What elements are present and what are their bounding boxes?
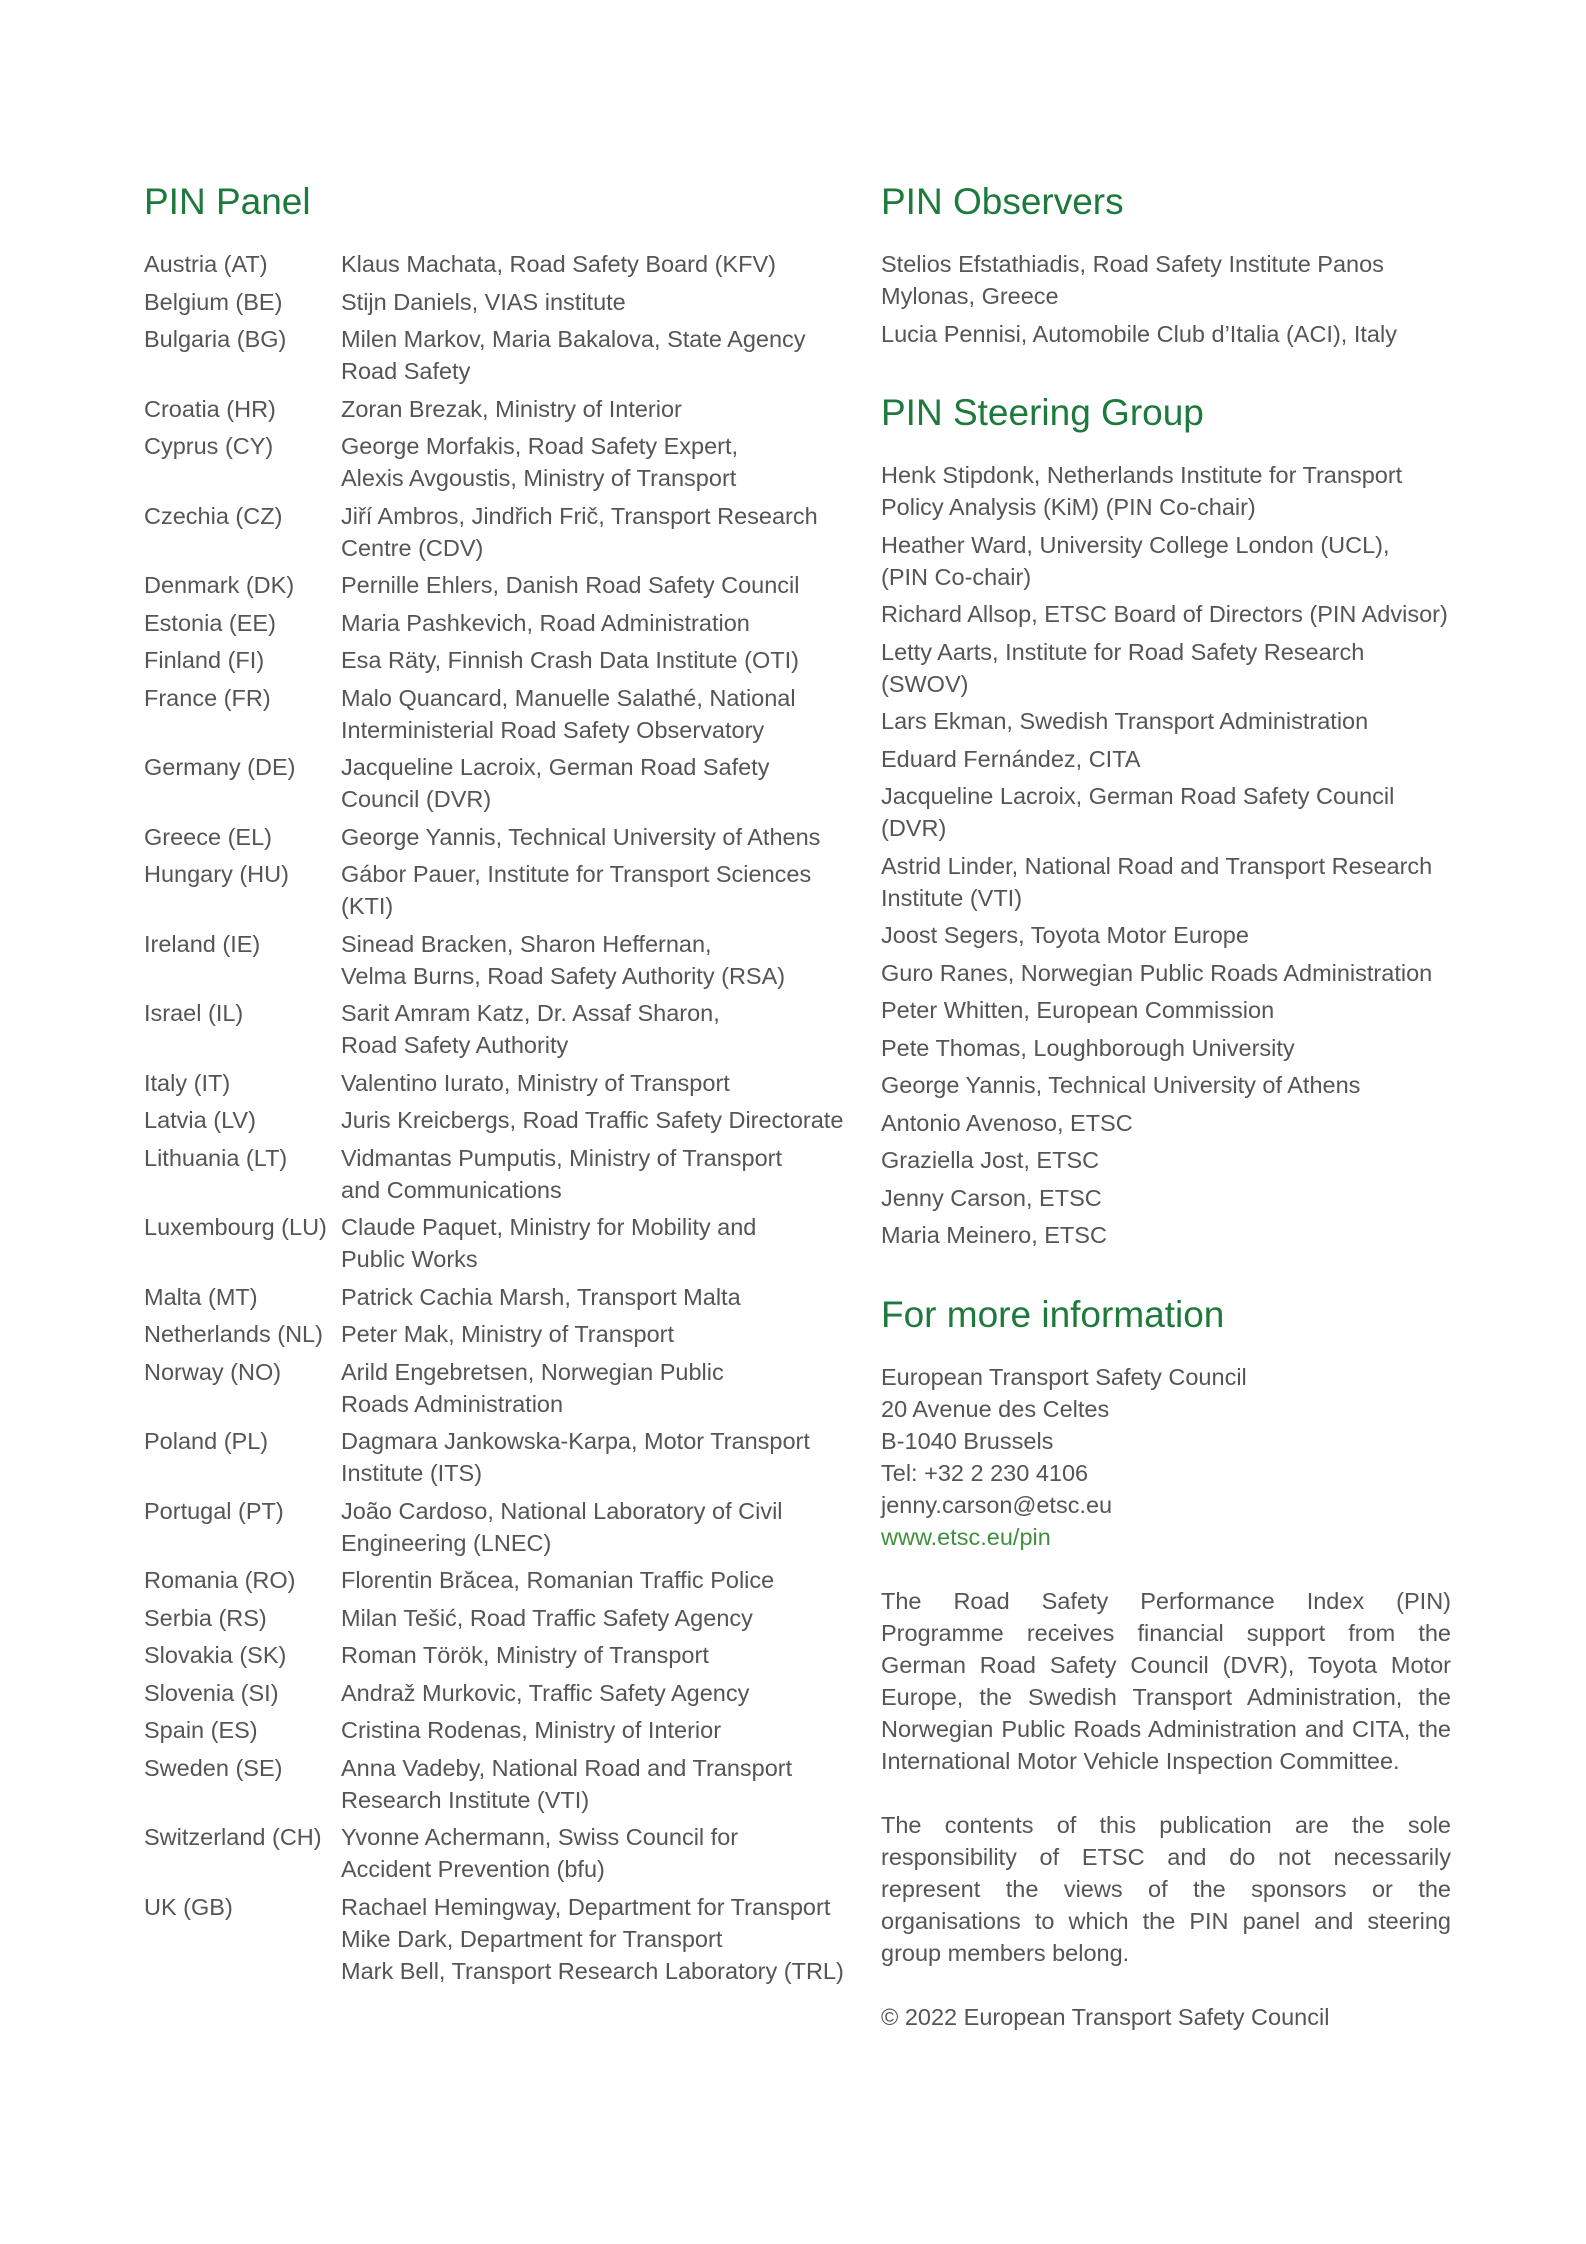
more-info-heading: For more information	[881, 1293, 1225, 1335]
panel-row	[144, 1564, 844, 1596]
panel-country: Romania (RO)	[144, 1567, 296, 1593]
panel-members: Vidmantas Pumputis, Ministry of Transport and Communications	[341, 1144, 783, 1203]
panel-row	[144, 1281, 844, 1313]
panel-members: Anna Vadeby, National Road and Transport Research Institute (VTI)	[341, 1754, 793, 1813]
steering-member: Antonio Avenoso, ETSC	[881, 1109, 1133, 1136]
panel-row	[144, 644, 844, 676]
panel-country: Lithuania (LT)	[144, 1144, 288, 1171]
panel-row	[144, 286, 844, 318]
panel-row	[144, 1891, 844, 1987]
panel-row	[144, 1318, 844, 1350]
panel-members: Zoran Brezak, Ministry of Interior	[341, 395, 682, 422]
panel-country: Estonia (EE)	[144, 609, 276, 636]
website-link[interactable]: www.etsc.eu/pin	[881, 1523, 1051, 1550]
panel-country: Greece (EL)	[144, 823, 272, 850]
panel-members: Arild Engebretsen, Norwegian Public Roads Administration	[341, 1358, 724, 1417]
steering-member: Lars Ekman, Swedish Transport Administration	[881, 708, 1369, 734]
steering-member: Astrid Linder, National Road and Transport Research Institute (VTI)	[881, 852, 1433, 911]
pin-observers-heading: PIN Observers	[881, 181, 1124, 222]
panel-members: Milen Markov, Maria Bakalova, State Agency Road Safety	[341, 326, 806, 384]
steering-member: George Yannis, Technical University of Athens	[881, 1072, 1361, 1098]
panel-members: Stijn Daniels, VIAS institute	[341, 288, 626, 315]
panel-country: Croatia (HR)	[144, 395, 276, 422]
steering-member: Henk Stipdonk, Netherlands Institute for Transport Policy Analysis (KiM) (PIN Co-chair)	[881, 462, 1403, 520]
city-address: B-1040 Brussels	[881, 1427, 1054, 1454]
panel-members: Yvonne Achermann, Swiss Council for Accident Prevention (bfu)	[341, 1824, 739, 1882]
steering-member: Guro Ranes, Norwegian Public Roads Administration	[881, 959, 1433, 986]
panel-country: Austria (AT)	[144, 251, 268, 277]
panel-country: Denmark (DK)	[144, 572, 295, 598]
panel-country: Italy (IT)	[144, 1069, 231, 1096]
panel-country: Latvia (LV)	[144, 1107, 256, 1133]
steering-member: Jacqueline Lacroix, German Road Safety Council (DVR)	[881, 783, 1395, 841]
panel-row	[144, 858, 844, 922]
disclaimer-paragraph: The contents of this publication are the sole responsibility of ETSC and do not necessarily represent the views of the sponsors or the organisations to which the PIN panel and steering group members belong.	[881, 1811, 1451, 1966]
panel-row	[144, 1211, 844, 1275]
panel-row	[144, 1602, 844, 1634]
panel-row	[144, 928, 844, 992]
panel-members: João Cardoso, National Laboratory of Civil Engineering (LNEC)	[341, 1497, 783, 1556]
observer-item: Stelios Efstathiadis, Road Safety Institute Panos Mylonas, Greece	[881, 251, 1384, 309]
panel-members: Dagmara Jankowska-Karpa, Motor Transport Institute (ITS)	[341, 1428, 810, 1486]
panel-country: Luxembourg (LU)	[144, 1214, 327, 1240]
panel-row	[144, 1495, 844, 1559]
panel-members: Sarit Amram Katz, Dr. Assaf Sharon, Road Safety Authority	[341, 1000, 720, 1058]
panel-country: Belgium (BE)	[144, 288, 283, 315]
panel-country: Malta (MT)	[144, 1283, 258, 1310]
panel-row	[144, 682, 844, 746]
panel-country: UK (GB)	[144, 1893, 233, 1920]
panel-members: Sinead Bracken, Sharon Heffernan, Velma Burns, Road Safety Authority (RSA)	[341, 930, 786, 989]
panel-row	[144, 997, 844, 1061]
panel-members: Milan Tešić, Road Traffic Safety Agency	[341, 1604, 753, 1631]
panel-country: Israel (IL)	[144, 1000, 244, 1026]
panel-country: Serbia (RS)	[144, 1604, 267, 1631]
panel-country: Hungary (HU)	[144, 861, 289, 887]
panel-row	[144, 751, 844, 815]
panel-members: Claude Paquet, Ministry for Mobility and Public Works	[341, 1214, 757, 1272]
panel-members: George Yannis, Technical University of Athens	[341, 823, 821, 850]
panel-row	[144, 323, 844, 387]
panel-members: Jiří Ambros, Jindřich Frič, Transport Research Centre (CDV)	[341, 502, 818, 561]
panel-members: Andraž Murkovic, Traffic Safety Agency	[341, 1679, 750, 1706]
panel-country: Germany (DE)	[144, 754, 296, 780]
left-column	[144, 178, 844, 1992]
right-column	[881, 178, 1451, 2033]
panel-row	[144, 607, 844, 639]
panel-country: France (FR)	[144, 684, 271, 711]
panel-country: Portugal (PT)	[144, 1497, 284, 1524]
panel-members: Juris Kreicbergs, Road Traffic Safety Directorate	[341, 1107, 844, 1133]
panel-members: Klaus Machata, Road Safety Board (KFV)	[341, 251, 776, 277]
steering-member: Heather Ward, University College London (UCL), (PIN Co-chair)	[881, 531, 1390, 590]
panel-country: Slovakia (SK)	[144, 1642, 287, 1668]
panel-country: Spain (ES)	[144, 1717, 258, 1743]
steering-member: Richard Allsop, ETSC Board of Directors (PIN Advisor)	[881, 601, 1448, 627]
panel-row	[144, 1752, 844, 1816]
funding-paragraph: The Road Safety Performance Index (PIN) Programme receives financial support from the German Road Safety Council (DVR), Toyota Motor Europe, the Swedish Transport Administration, the Norwegian Public Roads Administration and CITA, the International Motor Vehicle Inspection Committee.	[881, 1587, 1451, 1774]
panel-country: Norway (NO)	[144, 1358, 282, 1385]
panel-country: Cyprus (CY)	[144, 433, 274, 459]
contact-block	[881, 1361, 1451, 1553]
panel-members: Valentino Iurato, Ministry of Transport	[341, 1069, 730, 1096]
panel-members: Jacqueline Lacroix, German Road Safety Council (DVR)	[341, 754, 770, 812]
panel-row	[144, 1639, 844, 1671]
email-link[interactable]: jenny.carson@etsc.eu	[881, 1491, 1113, 1518]
pin-observers-list	[881, 248, 1451, 350]
panel-row	[144, 248, 844, 280]
panel-row	[144, 1821, 844, 1885]
panel-row	[144, 1714, 844, 1746]
panel-row	[144, 1425, 844, 1489]
panel-country: Ireland (IE)	[144, 930, 261, 957]
street-address: 20 Avenue des Celtes	[881, 1395, 1110, 1422]
panel-members: Rachael Hemingway, Department for Transport Mike Dark, Department for Transport Mark Bell, Transport Research Laboratory (TRL)	[341, 1893, 844, 1984]
panel-country: Sweden (SE)	[144, 1754, 283, 1781]
panel-members: Maria Pashkevich, Road Administration	[341, 609, 750, 636]
steering-member: Joost Segers, Toyota Motor Europe	[881, 922, 1249, 948]
panel-row	[144, 569, 844, 601]
panel-country: Switzerland (CH)	[144, 1824, 322, 1850]
panel-members: Gábor Pauer, Institute for Transport Sciences (KTI)	[341, 861, 812, 919]
panel-members: Cristina Rodenas, Ministry of Interior	[341, 1717, 722, 1743]
panel-row	[144, 821, 844, 853]
panel-country: Czechia (CZ)	[144, 502, 283, 529]
observer-item: Lucia Pennisi, Automobile Club d’Italia (ACI), Italy	[881, 320, 1397, 347]
steering-member: Letty Aarts, Institute for Road Safety Research (SWOV)	[881, 638, 1365, 697]
telephone: Tel: +32 2 230 4106	[881, 1459, 1089, 1486]
panel-country: Bulgaria (BG)	[144, 326, 287, 352]
panel-country: Netherlands (NL)	[144, 1321, 323, 1347]
panel-members: Florentin Brăcea, Romanian Traffic Police	[341, 1567, 775, 1593]
panel-country: Poland (PL)	[144, 1428, 269, 1454]
steering-member: Eduard Fernández, CITA	[881, 745, 1141, 772]
panel-members: Patrick Cachia Marsh, Transport Malta	[341, 1283, 741, 1310]
panel-country: Slovenia (SI)	[144, 1679, 279, 1706]
pin-steering-group-heading: PIN Steering Group	[881, 392, 1204, 433]
steering-member: Graziella Jost, ETSC	[881, 1147, 1100, 1173]
panel-members: Peter Mak, Ministry of Transport	[341, 1321, 675, 1347]
steering-member: Maria Meinero, ETSC	[881, 1222, 1107, 1248]
panel-members: Esa Räty, Finnish Crash Data Institute (OTI)	[341, 647, 799, 673]
panel-members: Malo Quancard, Manuelle Salathé, National Interministerial Road Safety Observatory	[341, 684, 796, 743]
steering-member: Pete Thomas, Loughborough University	[881, 1034, 1295, 1061]
panel-row	[144, 1677, 844, 1709]
pin-panel-list	[144, 248, 844, 1987]
copyright-notice: © 2022 European Transport Safety Council	[881, 2003, 1330, 2030]
panel-row	[144, 1067, 844, 1099]
org-name: European Transport Safety Council	[881, 1363, 1247, 1390]
panel-country: Finland (FI)	[144, 647, 265, 673]
steering-member: Jenny Carson, ETSC	[881, 1184, 1102, 1211]
panel-row	[144, 1142, 844, 1206]
panel-row	[144, 1104, 844, 1136]
panel-members: Pernille Ehlers, Danish Road Safety Council	[341, 572, 800, 598]
panel-row	[144, 1356, 844, 1420]
panel-members: Roman Török, Ministry of Transport	[341, 1642, 709, 1668]
panel-row	[144, 393, 844, 425]
panel-row	[144, 430, 844, 494]
steering-member: Peter Whitten, European Commission	[881, 997, 1275, 1023]
panel-row	[144, 500, 844, 564]
panel-members: George Morfakis, Road Safety Expert, Alexis Avgoustis, Ministry of Transport	[341, 433, 739, 491]
pin-steering-group-list	[881, 459, 1451, 1251]
pin-panel-heading: PIN Panel	[144, 181, 311, 222]
